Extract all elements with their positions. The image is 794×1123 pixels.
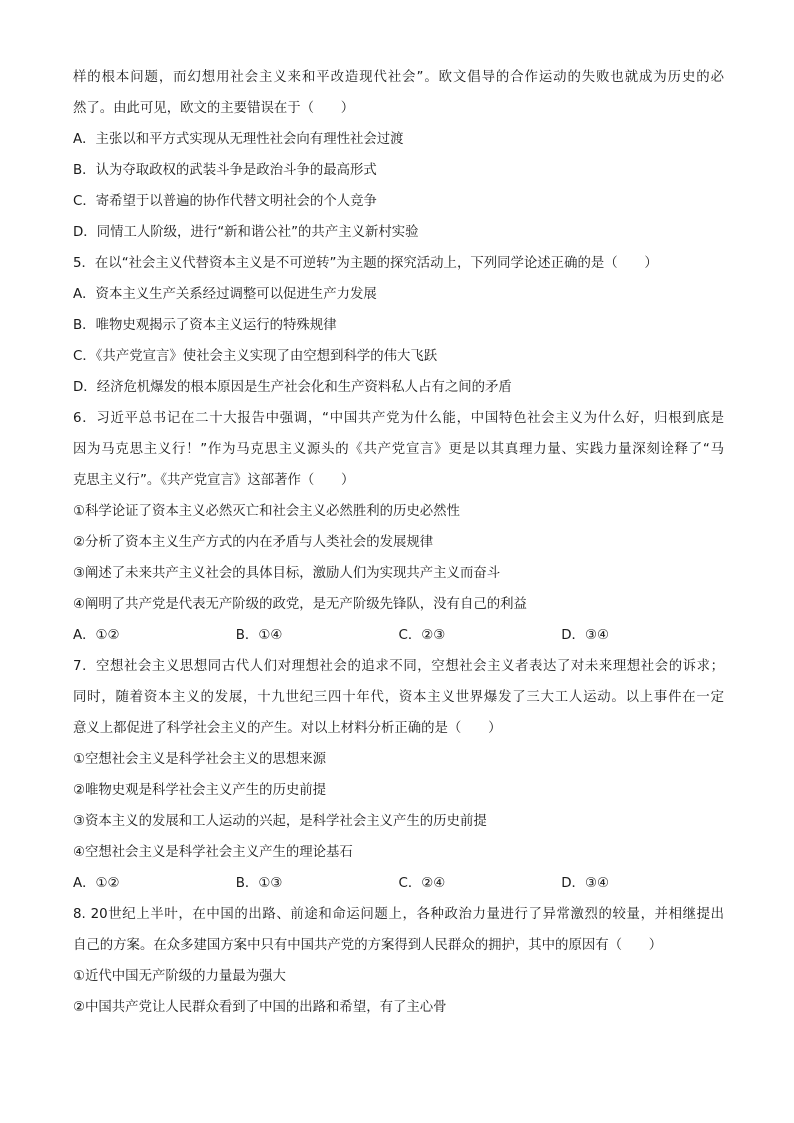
q7-choice-d: D．③④: [561, 876, 609, 891]
q6-item-1: ①科学论证了资本主义必然灭亡和社会主义必然胜利的历史必然性: [73, 504, 460, 519]
q8-stem-line-2: 自己的方案。在众多建国方案中只有中国共产党的方案得到人民群众的拥护，其中的原因有（ ）: [73, 938, 663, 953]
q7-item-4: ④空想社会主义是科学社会主义产生的理论基石: [73, 845, 353, 860]
q4-option-d: D．同情工人阶级，进行“新和谐公社”的共产主义新村实验: [73, 225, 419, 240]
q6-item-4: ④阐明了共产党是代表无产阶级的政党，是无产阶级先锋队，没有自己的利益: [73, 597, 527, 612]
q4-option-a: A．主张以和平方式实现从无理性社会向有理性社会过渡: [73, 132, 404, 147]
q6-choices: [73, 620, 724, 651]
q4-continuation-line-2: 然了。由此可见，欧文的主要错误在于（ ）: [73, 101, 355, 116]
q7-item-2: ②唯物史观是科学社会主义产生的历史前提: [73, 783, 327, 798]
q7-stem-line-1: 7．空想社会主义思想同古代人们对理想社会的追求不同，空想社会主义者表达了对未来理想社会的诉求；: [73, 659, 724, 674]
q5-option-b: B．唯物史观揭示了资本主义运行的特殊规律: [73, 318, 337, 333]
q4-option-c: C．寄希望于以普遍的协作代替文明社会的个人竞争: [73, 194, 377, 209]
q5-option-c: C．《共产党宣言》使社会主义实现了由空想到科学的伟大飞跃: [73, 349, 438, 364]
q5-option-d: D．经济危机爆发的根本原因是生产社会化和生产资料私人占有之间的矛盾: [73, 380, 512, 395]
q6-choice-d: D．③④: [561, 628, 609, 643]
q6-stem-line-1: 6．习近平总书记在二十大报告中强调，“中国共产党为什么能，中国特色社会主义为什么好，归根到底是: [73, 411, 724, 426]
q8-item-2: ②中国共产党让人民群众看到了中国的出路和希望，有了主心骨: [73, 1000, 447, 1015]
q7-choice-b: B．①③: [235, 876, 283, 891]
q6-stem-line-3: 克思主义行”。《共产党宣言》这部著作（ ）: [73, 473, 355, 488]
q6-choice-b: B．①④: [235, 628, 283, 643]
q6-choice-c: C．②③: [398, 628, 446, 643]
q6-item-2: ②分析了资本主义生产方式的内在矛盾与人类社会的发展规律: [73, 535, 434, 550]
q6-stem-line-2: 因为马克思主义行！”作为马克思主义源头的《共产党宣言》更是以其真理力量、实践力量深刻诠释了“马: [73, 442, 724, 457]
q7-stem-line-3: 意义上都促进了科学社会主义的产生。对以上材料分析正确的是（ ）: [73, 721, 502, 736]
q6-item-3: ③阐述了未来共产主义社会的具体目标，激励人们为实现共产主义而奋斗: [73, 566, 501, 581]
q7-choice-a: A．①②: [73, 876, 120, 891]
q7-stem-line-2: 同时，随着资本主义的发展，十九世纪三四十年代，资本主义世界爆发了三大工人运动。以上事件在一定: [73, 690, 724, 705]
q7-item-1: ①空想社会主义是科学社会主义的思想来源: [73, 752, 327, 767]
q8-item-1: ①近代中国无产阶级的力量最为强大: [73, 969, 286, 984]
q4-continuation-line-1: 样的根本问题，而幻想用社会主义来和平改造现代社会”。欧文倡导的合作运动的失败也就成为历史的必: [73, 70, 724, 85]
q7-item-3: ③资本主义的发展和工人运动的兴起，是科学社会主义产生的历史前提: [73, 814, 487, 829]
q4-option-b: B．认为夺取政权的武装斗争是政治斗争的最高形式: [73, 163, 377, 178]
q6-choice-a: A．①②: [73, 628, 120, 643]
q7-choices: [73, 868, 724, 899]
q8-stem-line-1: 8. 20世纪上半叶，在中国的出路、前途和命运问题上，各种政治力量进行了异常激烈的较量，并相继提出: [73, 907, 724, 922]
q5-option-a: A．资本主义生产关系经过调整可以促进生产力发展: [73, 287, 377, 302]
q5-stem: 5．在以“社会主义代替资本主义是不可逆转”为主题的探究活动上，下列同学论述正确的是（ ）: [73, 256, 658, 271]
q7-choice-c: C．②④: [398, 876, 446, 891]
